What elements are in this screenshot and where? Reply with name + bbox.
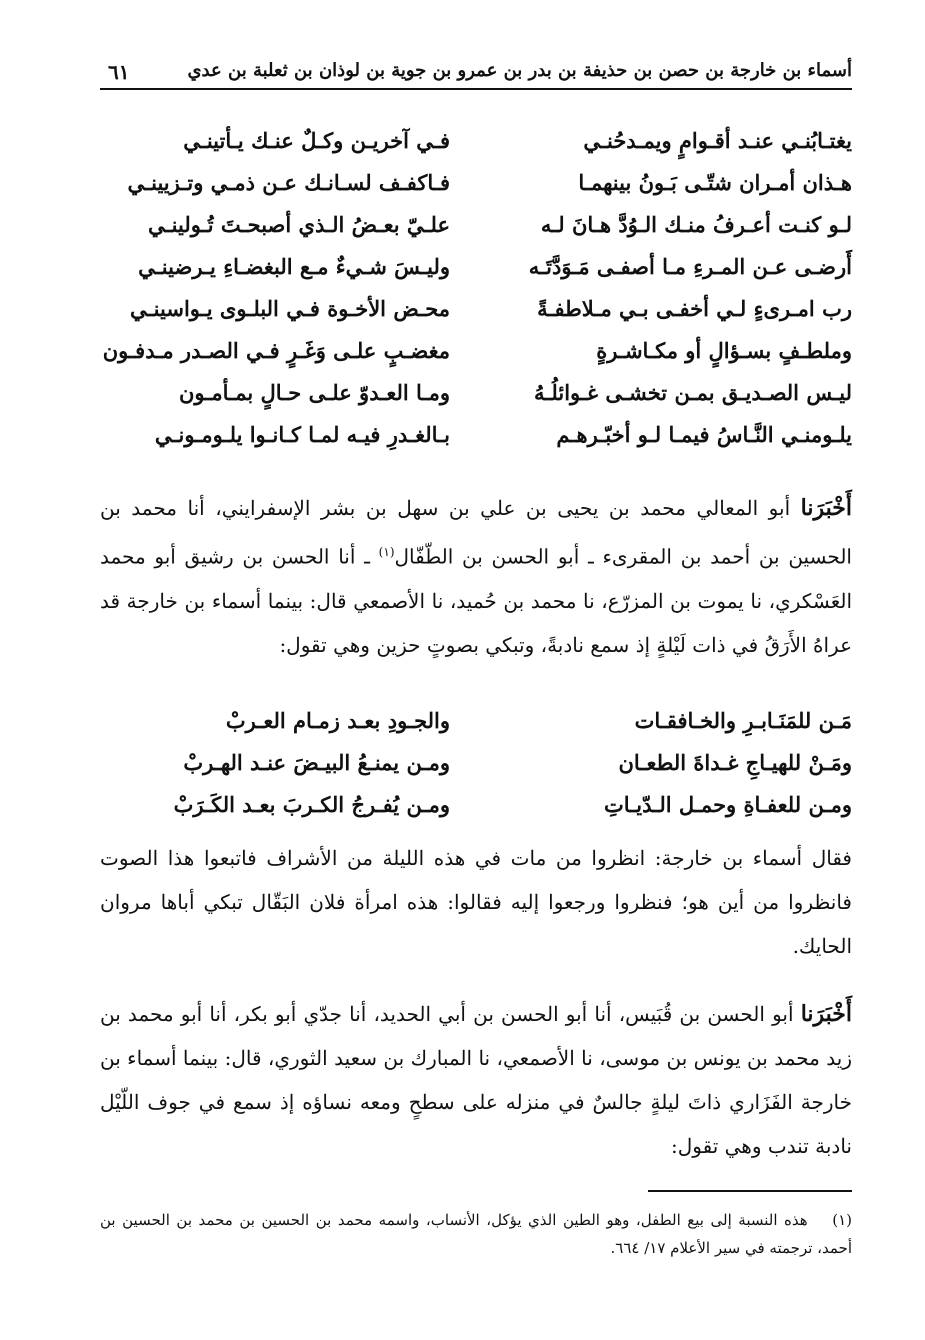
hemistich-left: ومـن يمنـعُ البيـضَ عنـد الهـربْ — [183, 750, 450, 775]
paragraph-third — [100, 992, 852, 1168]
poem-first — [100, 128, 852, 464]
verse — [100, 128, 852, 170]
verse — [100, 792, 852, 834]
verse — [100, 708, 852, 750]
hemistich-right: لـو كنـت أعـرفُ منـك الـوُدَّ هـانَ لـه — [540, 212, 852, 237]
hemistich-left: فـاكفـف لسـانـك عـن ذمـي وتـزيينـي — [127, 170, 450, 195]
hemistich-right: ومـن للعفـاةِ وحمـل الـدّيـاتِ — [603, 792, 852, 817]
paragraph-text: ـ أنا الحسن بن رشيق أبو محمد العَسْكري، نا يموت بن المزرّع، نا محمد بن حُميد، نا الأصمعي قال: بينما أسماء بن خارجة قد عراهُ الأَرَقُ في ذات لَيْلةٍ إذ سمع نادبةً، وتبكي بصوتٍ حزين وهي تقول: — [100, 544, 852, 657]
hemistich-right: يلـومنـي النَّـاسُ فيمـا لـو أخبّـرهـم — [556, 422, 852, 447]
hemistich-right: مَـن للمَنَـابـرِ والخـافقـات — [634, 708, 852, 733]
hemistich-right: يغتـابُنـي عنـد أقـوامٍ ويمـدحُنـي — [583, 128, 852, 153]
verse — [100, 422, 852, 464]
verse — [100, 296, 852, 338]
paragraph-second — [100, 836, 852, 968]
verse — [100, 212, 852, 254]
hemistich-left: علـيّ بعـضُ الـذي أصبحـتَ تُـولينـي — [148, 212, 450, 237]
paragraph-text: أبو المعالي محمد بن يحيى بن علي بن سهل بن بشر الإسفرايني، أنا محمد بن الحسين بن أحمد بن المقرىء ـ أبو الحسن بن الطّفّال — [100, 496, 852, 569]
hemistich-left: فـي آخريـن وكـلٌ عنـك يـأتينـي — [183, 128, 450, 153]
footnote — [100, 1206, 852, 1262]
hemistich-left: ومـن يُفـرجُ الكـربَ بعـد الكَـرَبْ — [173, 792, 450, 817]
paragraph-text: أبو الحسن بن قُبَيس، أنا أبو الحسن بن أبي الحديد، أنا جدّي أبو بكر، أنا أبو محمد بن زيد محمد بن يونس بن موسى، نا الأصمعي، نا المبارك بن سعيد الثوري، قال: بينما أسماء بن خارجة الفَزَاري ذاتَ ليلةٍ جالسٌ في منزله على سطحٍ ومعه نساؤه إذ سمع في جوف اللّيْل نادبة تندب وهي تقول: — [100, 1002, 852, 1158]
hemistich-left: وليـسَ شـيءٌ مـع البغضـاءِ يـرضينـي — [138, 254, 450, 279]
paragraph-lead-word: أَخْبَرَنا — [800, 495, 852, 521]
hemistich-right: ومَـنْ للهيـاجِ غـداةَ الطعـان — [618, 750, 852, 775]
hemistich-left: والجـودِ بعـد زمـام العـربْ — [225, 708, 450, 733]
hemistich-right: أَرضـى عـن المـرءِ مـا أصفـى مَـوَدَّتَـه — [528, 254, 852, 279]
footnote-reference[interactable]: (١) — [378, 545, 395, 559]
hemistich-right: هـذان أمـران شتّـى بَـونُ بينهمـا — [578, 170, 852, 195]
paragraph-text: فقال أسماء بن خارجة: انظروا من مات في هذه الليلة من الأشراف فاتبعوا هذا الصوت فانظروا من أين هو؛ فنظروا ورجعوا إليه فقالوا: هذه امرأة فلان البَقّال تبكي أباها مروان الحايك. — [100, 846, 852, 958]
footnote-text: هذه النسبة إلى بيع الطفل، وهو الطين الذي يؤكل، الأنساب، واسمه محمد بن الحسين بن محمد بن الحسين بن أحمد، ترجمته في سير الأعلام ١٧/ ٦٦٤. — [100, 1211, 852, 1257]
verse — [100, 254, 852, 296]
poem-second — [100, 708, 852, 834]
verse — [100, 338, 852, 380]
header-title: أسماء بن خارجة بن حصن بن حذيفة بن بدر بن عمرو بن جوية بن لوذان بن ثعلبة بن عدي — [187, 60, 852, 81]
hemistich-left: بـالغـدرِ فيـه لمـا كـانـوا يلـومـونـي — [154, 422, 450, 447]
verse — [100, 380, 852, 422]
hemistich-left: مغضـبٍ علـى وَغَـرٍ فـي الصـدر مـدفـون — [102, 338, 450, 363]
paragraph-lead-word: أَخْبَرَنا — [800, 1001, 853, 1027]
page-number: ٦١ — [108, 60, 130, 84]
footnote-marker: (١) — [832, 1211, 852, 1229]
hemistich-left: ومـا العـدوّ علـى حـالٍ بمـأمـون — [178, 380, 450, 405]
running-header — [100, 58, 852, 90]
hemistich-left: محـض الأخـوة فـي البلـوى يـواسينـي — [130, 296, 450, 321]
hemistich-right: ليـس الصـديـق بمـن تخشـى غـوائلُـهُ — [534, 380, 852, 405]
hemistich-right: وملطـفٍ بسـؤالٍ أو مكـاشـرةٍ — [596, 338, 852, 363]
footnote-divider — [648, 1190, 852, 1192]
verse — [100, 170, 852, 212]
hemistich-right: رب امـرىءٍ لـي أخفـى بـي مـلاطفـةً — [537, 296, 852, 321]
verse — [100, 750, 852, 792]
paragraph-first — [100, 486, 852, 667]
